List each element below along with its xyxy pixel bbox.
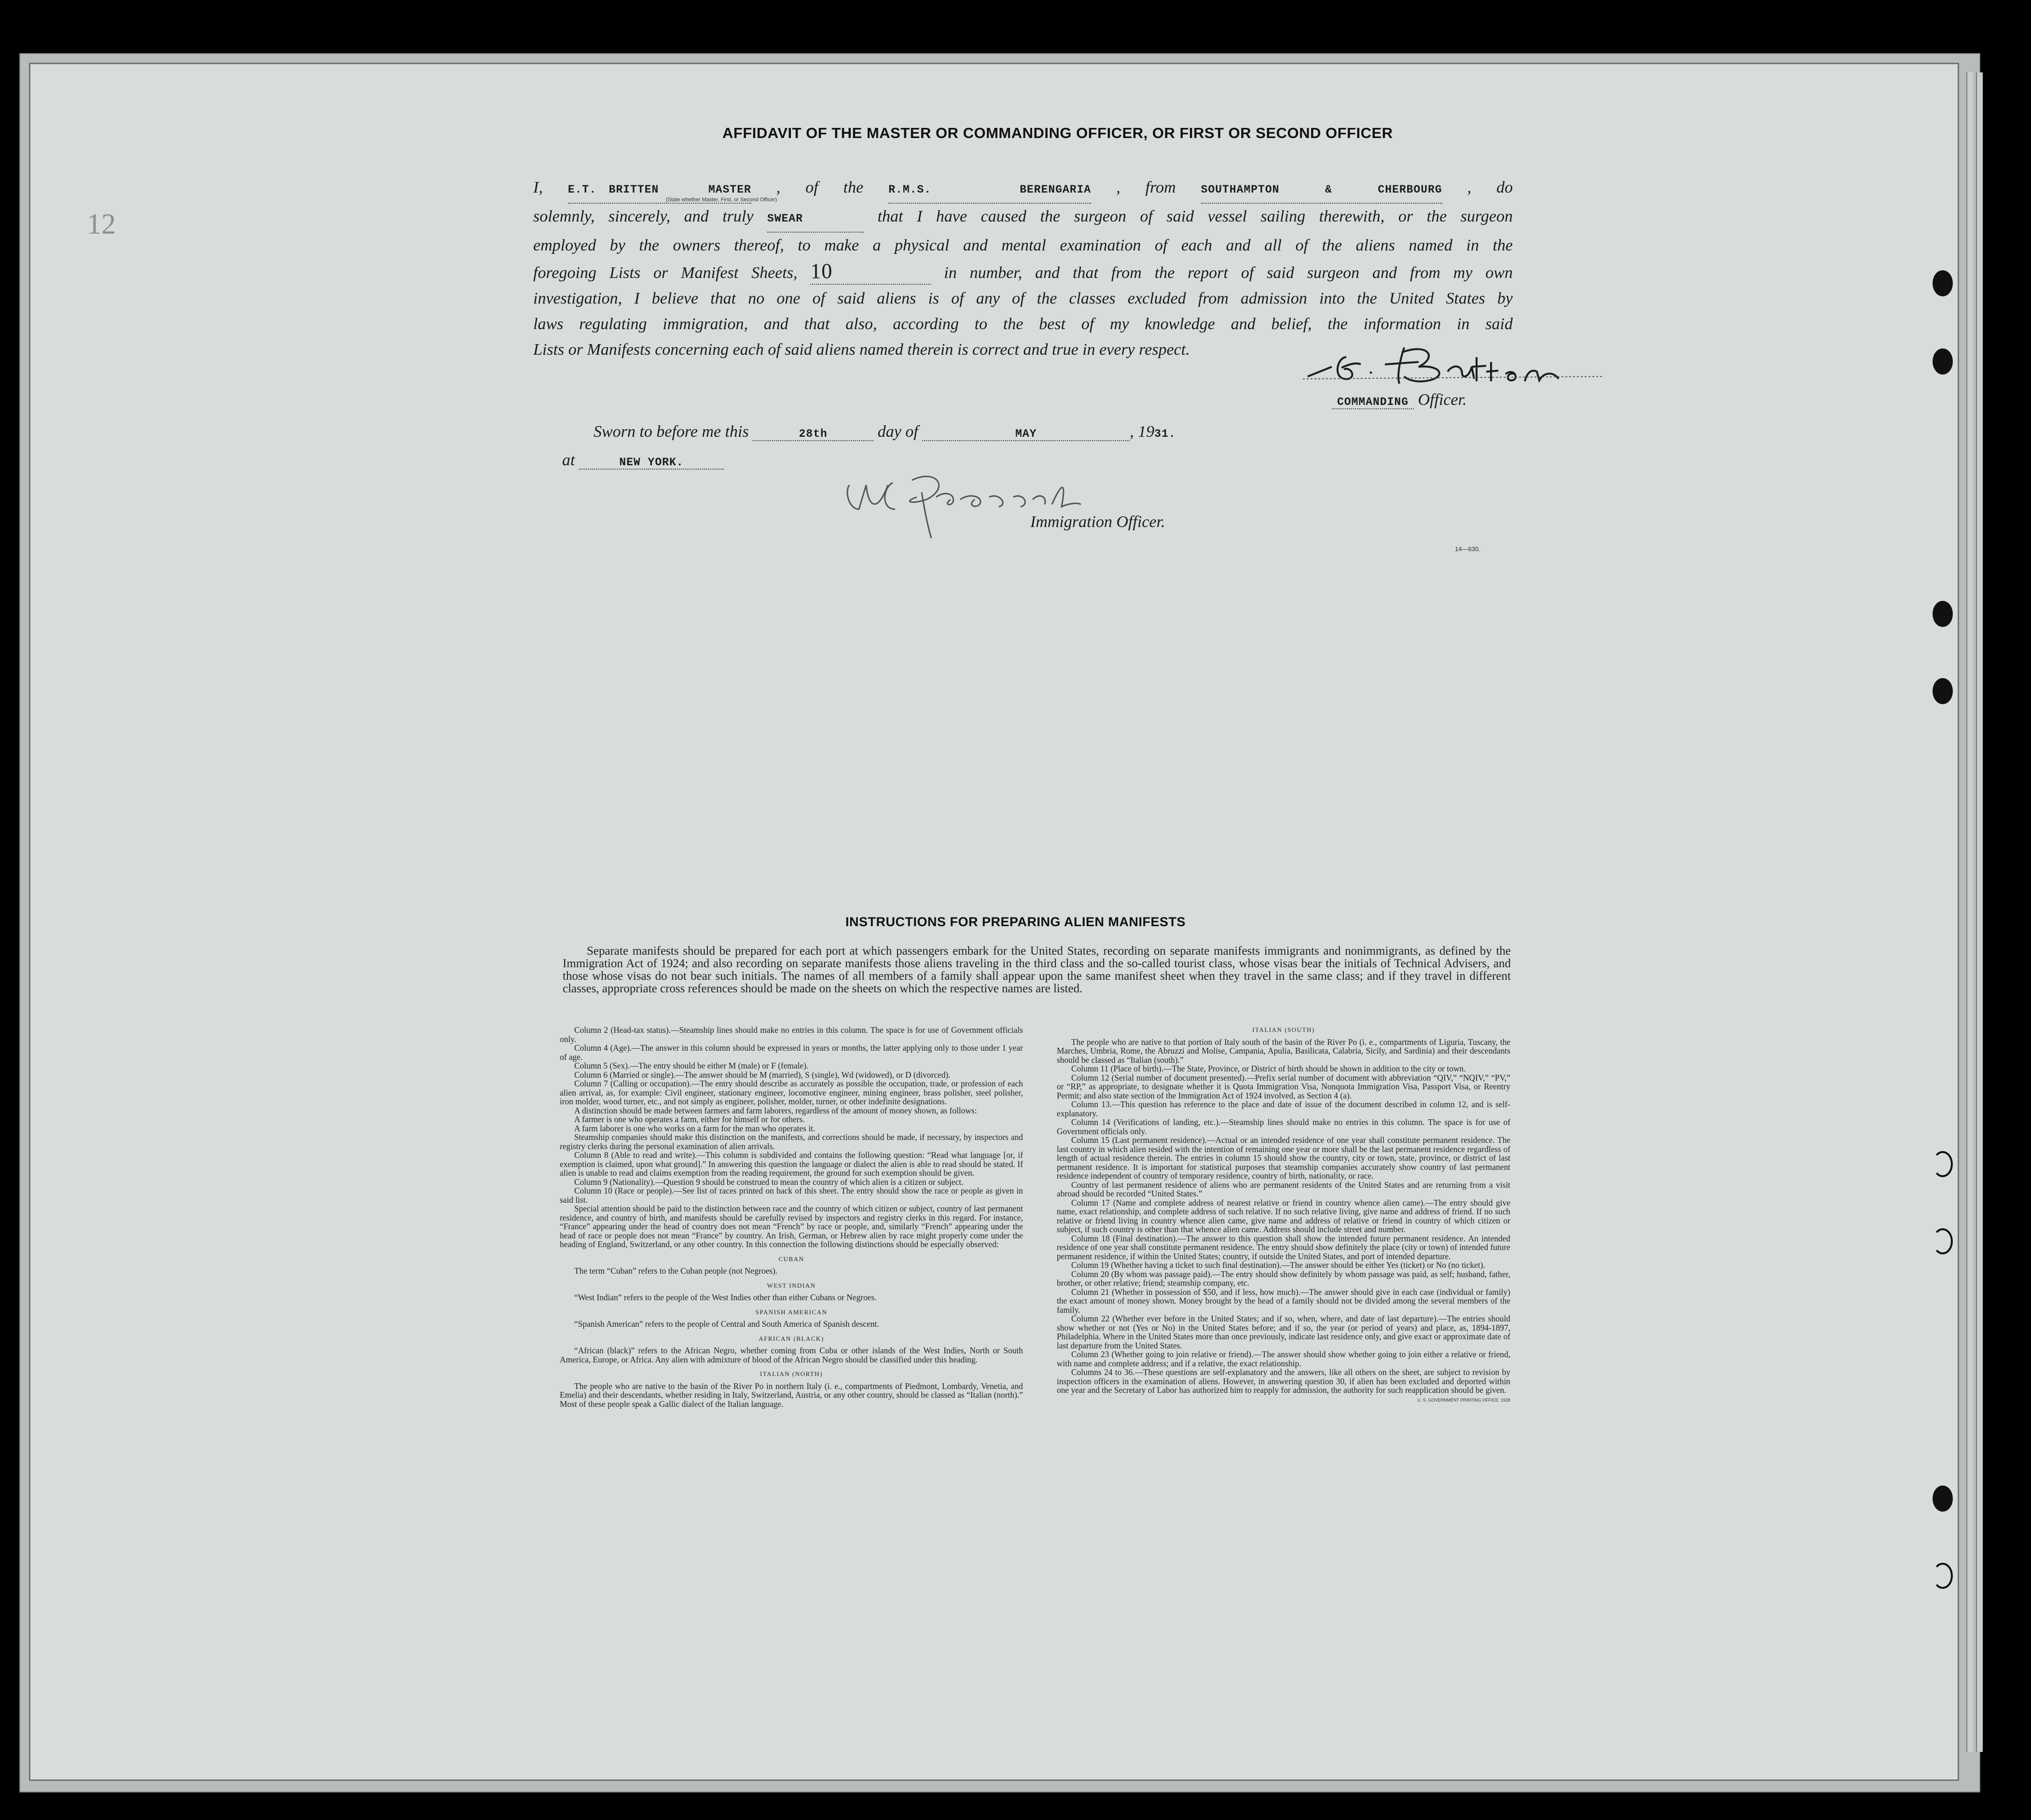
instructions-title: INSTRUCTIONS FOR PREPARING ALIEN MANIFESTS <box>845 915 1186 929</box>
italian-north-heading: ITALIAN (NORTH) <box>760 1370 823 1377</box>
binder-hole <box>1933 1563 1953 1589</box>
officer-line: COMMANDING Officer. <box>1332 391 1467 409</box>
cuban-heading: CUBAN <box>778 1255 804 1263</box>
master-signature <box>1303 338 1617 391</box>
affidavit-line-3: employed by the owners thereof, to make a physical and mental examination of each and all of the aliens named in the <box>533 236 1513 254</box>
affidavit-line-7: Lists or Manifests concerning each of said aliens named therein is correct and true in every respect. <box>533 341 1190 359</box>
affidavit-body <box>533 175 1513 362</box>
commanding-field: COMMANDING <box>1332 396 1414 409</box>
port-field: SOUTHAMPTON & CHERBOURG <box>1201 177 1442 204</box>
page-edge <box>1976 72 1983 1752</box>
west-indian-heading: WEST INDIAN <box>767 1281 816 1289</box>
place-line: at NEW YORK. <box>562 451 724 470</box>
binder-hole <box>1933 1486 1953 1512</box>
binder-hole <box>1933 348 1953 375</box>
binder-hole <box>1933 1151 1953 1177</box>
rank-caption: (State whether Master, First, or Second Officer) <box>666 197 777 203</box>
sworn-day-field: 28th <box>753 428 873 441</box>
page-edge <box>1966 72 1973 1752</box>
sworn-month-field: MAY <box>922 428 1130 441</box>
instructions-right-column: ITALIAN (SOUTH) The people who are native to that portion of Italy south of the basin of the River Po (i. e., compartments of Liguria, Tuscany, the Marches, Umbria, Rome, the Abruzzi and Molise, Campania, Apulia, Basilicata, Calabria, Sicily, and Sardinia) and their descendants should be classed as “Italian (south).” Column 11 (Place of birth).—The State, Province, or District of birth should be shown in addition to the city or town. Column 12 (Serial number of document presented).—Prefix serial number of document with abbreviation “QIV,” “NQIV,” “PV,” or “RP,” as appropriate, to designate whether it is Quota Immigration Visa, Nonquota Immigration Visa, Passport Visa, or Reentry Permit; and also state section of the Immigration Act of 1924 involved, as Section 4 (a). Column 13.—This question has reference to the place and date of issue of the document described in column 12, and is self-explanatory. Column 14 (Verifications of landing, etc.).—Steamship lines should make no entries in this column. The space is for use of Government officials only. Column 15 (Last permanent residence).—Actual or an intended residence of one year shall constitute permanent residence. The last country in which alien resided with the intention of remaining one year or more shall be the last permanent residence regardless of length of actual residence therein. The entries in column 15 should show the country, city or town, state, province, or district of last permanent residence. It is important for statistical purposes that steamship companies accurately show country of last permanent residence independent of country of temporary residence, country of birth, nationality, or race. Country of last permanent residence of aliens who are permanent residents of the United States and are returning from a visit abroad should be recorded “United States.” Column 17 (Name and complete address of nearest relative or friend in country whence alien came).—The entry should give name, exact relationship, and complete address of such relative. If no such relative living, give name and address of friend. If no such relative or friend living in country whence alien came, give name and address of relative or friend in country of which citizen or subject, if such country is other than that whence alien came. Address should include street and number. Column 18 (Final destination).—The answer to this question shall show the intended future permanent residence. An intended residence of one year shall constitute permanent residence. The entry should show definitely the place (city or town) of intended future permanent residence, if within the United States; country, if outside the United States, and port of intended departure. Column 19 (Whether having a ticket to such final destination).—The answer should be either Yes (ticket) or No (no ticket). Column 20 (By whom was passage paid).—The entry should show definitely by whom passage was paid, as self; husband, father, brother, or other relative; friend; steamship company, etc. Column 21 (Whether in possession of $50, and if less, how much).—The answer should give in each case (individual or family) the exact amount of money shown. Money brought by the head of a family should not be divided among the several members of the family. Column 22 (Whether ever before in the United States; and if so, when, where, and date of last departure).—The entries should show whether or not (Yes or No) in the United States before; and if so, the year (or period of years) and place, as, 1894-1897, Philadelphia. Where in the United States more than once previously, indicate last residence only, and give exact or approximate date of last departure from the United States. Column 23 (Whether going to join relative or friend).—The answer should show whether going to join either a relative or friend, with name and complete address; and if a relative, the exact relationship. Columns 24 to 36.—These questions are self-explanatory and the answers, like all others on the sheet, are subject to revision by inspection officers in the examination of aliens. However, in answering question 30, if alien has been excluded and deported within one year and the Secretary of Labor has authorized him to reapply for admission, the authority for such reapplication should be given. U. S. GOVERNMENT PRINTING OFFICE: 1928 <box>1057 1026 1510 1404</box>
affidavit-line-2: solemnly, sincerely, and truly SWEAR that I have caused the surgeon of said vessel sailing therewith, or the surgeon <box>533 204 1513 233</box>
italian-south-heading: ITALIAN (SOUTH) <box>1252 1026 1315 1033</box>
margin-pencil-mark: 12 <box>87 208 116 240</box>
vessel-field: R.M.S. BERENGARIA <box>888 177 1091 204</box>
oath-field: SWEAR <box>767 206 864 233</box>
binder-hole <box>1933 601 1953 627</box>
binder-hole <box>1933 1228 1953 1254</box>
immigration-officer-signature <box>840 463 1153 545</box>
affidavit-line-1: I, E.T. BRITTEN MASTER , of the R.M.S. BERENGARIA , from SOUTHAMPTON & CHERBOURG , do <box>533 175 1513 204</box>
officer-field: E.T. BRITTEN MASTER <box>568 177 751 204</box>
binder-hole <box>1933 678 1953 704</box>
binder-hole <box>1933 270 1953 296</box>
sworn-place-field: NEW YORK. <box>579 456 724 470</box>
sheet-count-field: 10 <box>810 258 931 285</box>
sworn-line: Sworn to before me this 28th day of MAY , 1931. <box>594 423 1176 441</box>
affidavit-line-4: foregoing Lists or Manifest Sheets, 10 in number, and that from the report of said surgeon and from my own <box>533 258 1513 286</box>
affidavit-line-6: laws regulating immigration, and that also, according to the best of my knowledge and belief, the information in said <box>533 315 1513 333</box>
printing-office-imprint: U. S. GOVERNMENT PRINTING OFFICE: 1928 <box>1417 1397 1510 1403</box>
affidavit-title: AFFIDAVIT OF THE MASTER OR COMMANDING OFFICER, OR FIRST OR SECOND OFFICER <box>722 125 1393 141</box>
affidavit-line-5: investigation, I believe that no one of said aliens is of any of the classes excluded from admission into the United States by <box>533 290 1513 307</box>
african-heading: AFRICAN (BLACK) <box>759 1334 824 1342</box>
spanish-american-heading: SPANISH AMERICAN <box>755 1308 828 1316</box>
immigration-officer-label: Immigration Officer. <box>1030 513 1165 531</box>
instructions-left-column: Column 2 (Head-tax status).—Steamship lines should make no entries in this column. The space is for use of Government officials only. Column 4 (Age).—The answer in this column should be expressed in years or months, the latter applying only to those under 1 year of age. Column 5 (Sex).—The entry should be either M (male) or F (female). Column 6 (Married or single).—The answer should be M (married), S (single), Wd (widowed), or D (divorced). Column 7 (Calling or occupation).—The entry should describe as accurately as possible the occupation, trade, or profession of each alien arrival, as, for example: Civil engineer, stationary engineer, locomotive engineer, mining engineer, brass polisher, steel polisher, iron molder, wood turner, etc., and not simply as engineer, polisher, molder, turner, or other indefinite designations. A distinction should be made between farmers and farm laborers, regardless of the amount of money shown, as follows: A farmer is one who operates a farm, either for himself or for others. A farm laborer is one who works on a farm for the man who operates it. Steamship companies should make this distinction on the manifests, and corrections should be made, if necessary, by inspectors and registry clerks during the personal examination of alien arrivals. Column 8 (Able to read and write).—This column is subdivided and contains the following question: “Read what language [or, if exemption is claimed, upon what ground].” In answering this question the language or dialect the alien is able to read should be stated. If alien is unable to read and claims exemption from the reading requirement, the ground for such exemption should be given. Column 9 (Nationality).—Question 9 should be construed to mean the country of which alien is a citizen or subject. Column 10 (Race or people).—See list of races printed on back of this sheet. The entry should show the race or people as given in said list. Special attention should be paid to the distinction between race and the country of which citizen or subject, country of last permanent residence, and country of birth, and manifests should be carefully revised by inspectors and registry clerks in this regard. For instance, “France” appearing under the head of country does not mean “French” by race or people, and, similarly “French” appearing under the head of race or people does not mean “France” by country. An Irish, German, or Hebrew alien by race might properly come under the heading of England, Switzerland, or any other country. In this connection the following distinctions should be especially observed: CUBAN The term “Cuban” refers to the Cuban people (not Negroes). WEST INDIAN “West Indian” refers to the people of the West Indies other than either Cubans or Negroes. SPANISH AMERICAN “Spanish American” refers to the people of Central and South America of Spanish descent. AFRICAN (BLACK) “African (black)” refers to the African Negro, whether coming from Cuba or other islands of the West Indies, North or South America, Europe, or Africa. Any alien with admixture of blood of the African Negro should be classified under this heading. ITALIAN (NORTH) The people who are native to the basin of the River Po in northern Italy (i. e., compartments of Piedmont, Lombardy, Venetia, and Emelia) and their descendants, whether residing in Italy, Switzerland, Austria, or any other country, should be classed as “Italian (north).” Most of these people speak a Gallic dialect of the Italian language. <box>560 1025 1023 1409</box>
instructions-intro: Separate manifests should be prepared for each port at which passengers embark for the United States, recording on separate manifests immigrants and nonimmigrants, as defined by the Immigration Act of 1924; and also recording on separate manifests those aliens traveling in the third class and the so-called tourist class, whose visas bear the initials of Technical Advisers, and those whose visas do not bear such initials. The names of all members of a family shall appear upon the same manifest sheet when they travel in the same class; and if they travel in different classes, appropriate cross references should be made on the sheets on which the respective names are listed. <box>563 945 1511 995</box>
form-number: 14—630. <box>1455 545 1480 553</box>
